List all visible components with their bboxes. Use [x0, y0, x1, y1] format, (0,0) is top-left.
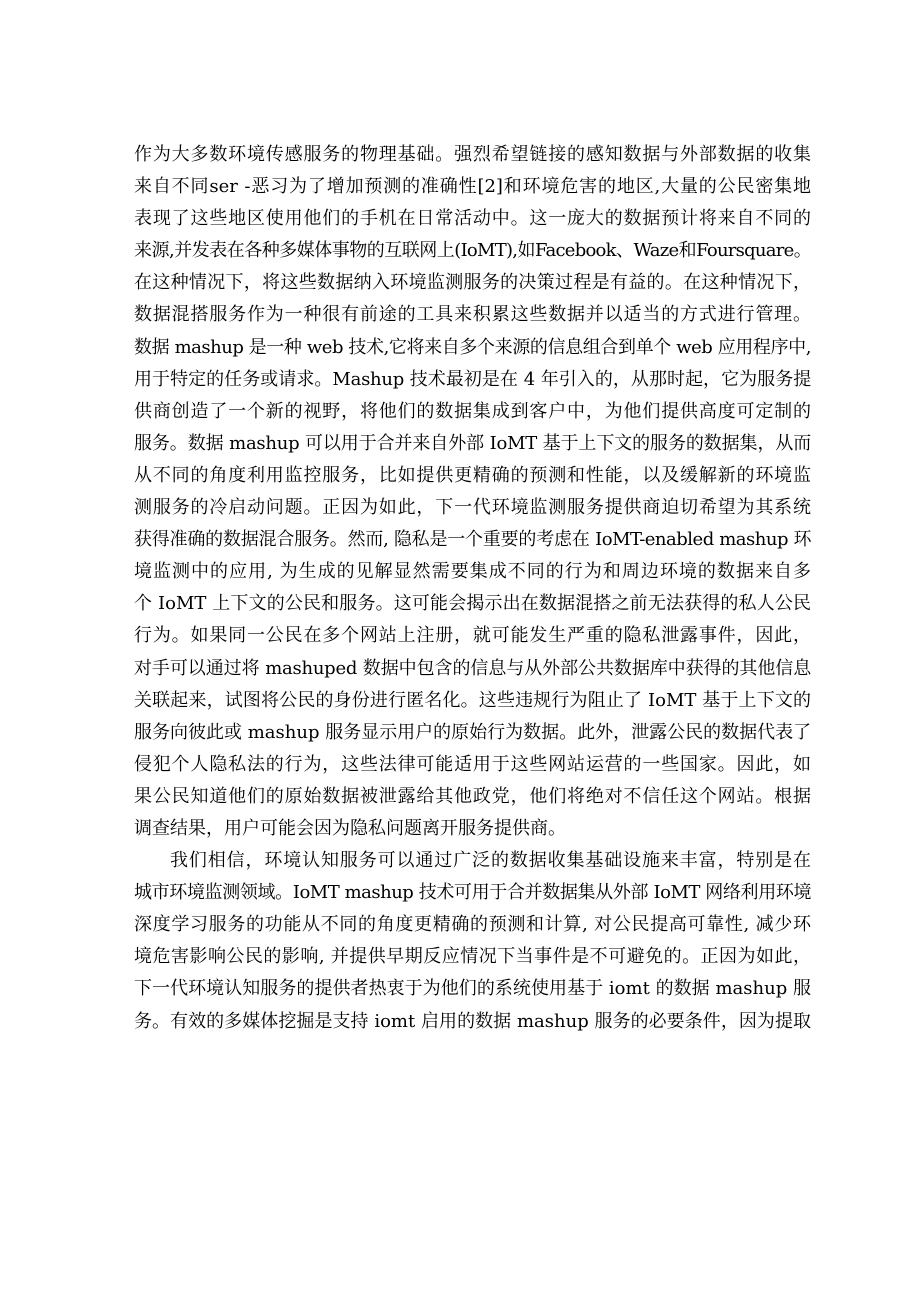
text-line: 务。有效的多媒体挖掘是支持 iomt 启用的数据 mashup 服务的必要条件，因为提取: [134, 1010, 811, 1032]
text-line: 服务向彼此或 mashup 服务显示用户的原始行为数据。此外，泄露公民的数据代表了: [134, 721, 811, 743]
paragraph-2: [134, 845, 811, 1038]
text-line: 供商创造了一个新的视野，将他们的数据集成到客户中，为他们提供高度可定制的: [134, 400, 811, 422]
text-line: 下一代环境认知服务的提供者热衷于为他们的系统使用基于 iomt 的数据 mashup 服: [134, 978, 811, 1000]
body-text: [134, 139, 811, 1038]
text-line: 从不同的角度利用监控服务，比如提供更精确的预测和性能，以及缓解新的环境监: [134, 464, 811, 486]
text-line: 作为大多数环境传感服务的物理基础。强烈希望链接的感知数据与外部数据的收集: [134, 144, 811, 165]
text-line: 侵犯个人隐私法的行为，这些法律可能适用于这些网站运营的一些国家。因此，如: [134, 753, 811, 775]
paragraph-1: [134, 139, 811, 845]
text-line: 表现了这些地区使用他们的手机在日常活动中。这一庞大的数据预计将来自不同的: [134, 208, 811, 230]
text-line: 境危害影响公民的影响, 并提供早期反应情况下当事件是不可避免的。正因为如此，: [134, 946, 811, 968]
text-line: 对手可以通过将 mashuped 数据中包含的信息与从外部公共数据库中获得的其他信息: [134, 657, 811, 679]
text-line: 来自不同ser -恶习为了增加预测的准确性[2]和环境危害的地区,大量的公民密集地: [134, 176, 811, 198]
text-line: 数据混搭服务作为一种很有前途的工具来积累这些数据并以适当的方式进行管理。: [134, 304, 811, 326]
text-line: 数据 mashup 是一种 web 技术,它将来自多个来源的信息组合到单个 web 应用程序中,: [134, 336, 811, 358]
text-line: 获得准确的数据混合服务。然而, 隐私是一个重要的考虑在 IoMT-enabled mashup 环: [134, 529, 811, 551]
text-line: 行为。如果同一公民在多个网站上注册，就可能发生严重的隐私泄露事件，因此，: [134, 625, 811, 647]
text-line: 个 IoMT 上下文的公民和服务。这可能会揭示出在数据混搭之前无法获得的私人公民: [134, 593, 811, 615]
text-line: 调查结果，用户可能会因为隐私问题离开服务提供商。: [134, 817, 566, 839]
text-line: 关联起来，试图将公民的身份进行匿名化。这些违规行为阻止了 IoMT 基于上下文的: [134, 689, 811, 711]
text-line: 测服务的冷启动问题。正因为如此，下一代环境监测服务提供商迫切希望为其系统: [134, 497, 811, 519]
text-line: 城市环境监测领域。IoMT mashup 技术可用于合并数据集从外部 IoMT 网络利用环境: [134, 882, 811, 904]
text-line: 用于特定的任务或请求。Mashup 技术最初是在 4 年引入的，从那时起，它为服务提: [134, 368, 811, 390]
text-line: 境监测中的应用, 为生成的见解显然需要集成不同的行为和周边环境的数据来自多: [134, 561, 811, 583]
text-line: 来源,并发表在各种多媒体事物的互联网上(IoMT),如Facebook、Waze和Foursquare。: [134, 240, 811, 262]
text-line: 我们相信，环境认知服务可以通过广泛的数据收集基础设施来丰富，特别是在: [170, 850, 811, 872]
text-line: 果公民知道他们的原始数据被泄露给其他政党，他们将绝对不信任这个网站。根据: [134, 785, 811, 807]
text-line: 服务。数据 mashup 可以用于合并来自外部 IoMT 基于上下文的服务的数据集，从而: [134, 432, 811, 454]
text-line: 深度学习服务的功能从不同的角度更精确的预测和计算, 对公民提高可靠性, 减少环: [134, 914, 811, 936]
text-line: 在这种情况下，将这些数据纳入环境监测服务的决策过程是有益的。在这种情况下，: [134, 272, 811, 294]
